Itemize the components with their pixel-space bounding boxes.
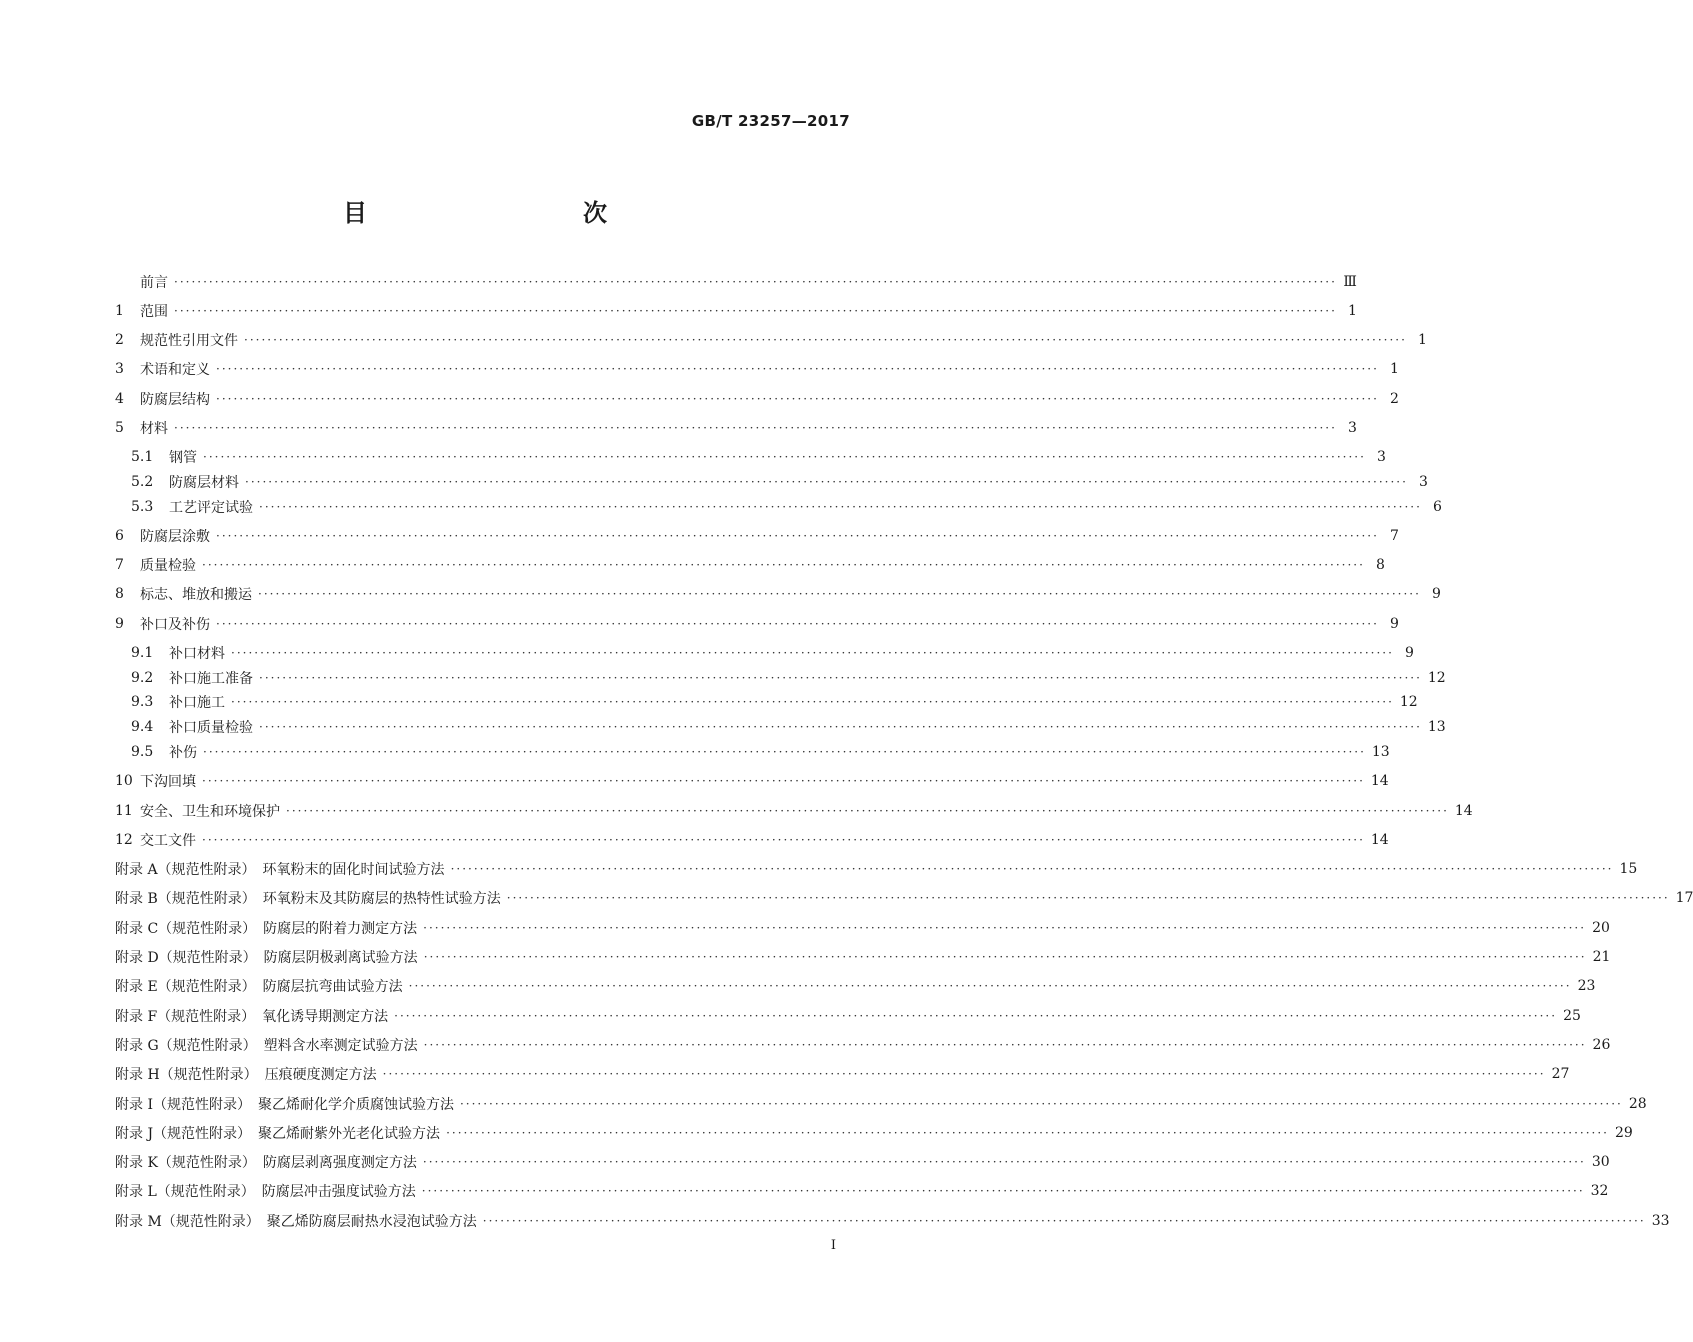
toc-entry[interactable] (115, 1093, 1647, 1115)
toc-entry[interactable] (115, 1151, 1610, 1173)
toc-entry-page: 7 (1389, 528, 1399, 544)
toc-entry-label: 附录 C（规范性附录） 防腐层的附着力测定方法 (115, 921, 418, 937)
toc-entry[interactable] (131, 691, 1418, 713)
toc-entry-number: 9.5 (131, 744, 154, 760)
toc-entry-page: 15 (1619, 861, 1638, 877)
toc-entry[interactable] (115, 1180, 1609, 1202)
page-number: I (830, 1238, 836, 1253)
dot-leader: ········································································································································································································ (423, 921, 1587, 935)
toc-entry-number: 1 (115, 303, 124, 319)
toc-entry[interactable] (131, 741, 1390, 763)
dot-leader: ········································································································································································································ (245, 475, 1408, 489)
dot-leader: ········································································································································································································ (408, 979, 1572, 993)
toc-entry-page: 14 (1370, 773, 1389, 789)
toc-entry[interactable] (115, 1005, 1581, 1027)
toc-entry-page: 17 (1675, 890, 1693, 906)
dot-leader: ········································································································································································································ (446, 1126, 1609, 1140)
toc-entry-label: 补伤 (169, 745, 197, 761)
toc-entry-page: 13 (1427, 719, 1446, 735)
dot-leader: ········································································································································································································ (174, 421, 1337, 435)
dot-leader: ········································································································································································································ (423, 1038, 1587, 1052)
toc-entry[interactable] (131, 446, 1386, 468)
toc-entry-label: 补口材料 (169, 646, 225, 662)
toc-entry[interactable] (115, 770, 1389, 792)
toc-entry[interactable] (115, 417, 1357, 439)
toc-entry[interactable] (131, 642, 1414, 664)
toc-entry[interactable] (115, 1210, 1670, 1232)
toc-entry[interactable] (115, 300, 1357, 322)
toc-entry-page: 23 (1577, 978, 1596, 994)
toc-entry-page: 21 (1592, 949, 1611, 965)
toc-entry[interactable] (115, 917, 1610, 939)
toc-entry-label: 补口及补伤 (140, 617, 210, 633)
toc-entry-page: 8 (1375, 557, 1385, 573)
toc-entry-label: 附录 F（规范性附录） 氧化诱导期测定方法 (115, 1009, 389, 1025)
toc-entry-label: 附录 A（规范性附录） 环氧粉末的固化时间试验方法 (115, 862, 445, 878)
toc-entry[interactable] (115, 388, 1399, 410)
toc-entry[interactable] (115, 887, 1693, 909)
dot-leader: ········································································································································································································ (423, 950, 1587, 964)
toc-entry-label: 材料 (140, 421, 168, 437)
dot-leader: ········································································································································································································ (231, 646, 1394, 660)
toc-entry-page: 14 (1454, 803, 1473, 819)
standard-code: GB/T 23257—2017 (691, 112, 850, 130)
dot-leader: ········································································································································································································ (259, 720, 1422, 734)
toc-entry-label: 交工文件 (140, 833, 196, 849)
toc-entry-number: 10 (115, 773, 133, 789)
toc-entry-page: 30 (1591, 1154, 1610, 1170)
toc-entry[interactable] (115, 1122, 1633, 1144)
dot-leader: ········································································································································································································ (174, 275, 1337, 289)
toc-entry-number: 9.2 (131, 670, 154, 686)
toc-entry-label: 前言 (140, 275, 168, 291)
toc-entry-label: 术语和定义 (140, 362, 210, 378)
dot-leader: ········································································································································································································ (394, 1009, 1558, 1023)
toc-entry-label: 下沟回填 (140, 774, 196, 790)
toc-entry[interactable] (131, 716, 1446, 738)
toc-entry-label: 附录 M（规范性附录） 聚乙烯防腐层耐热水浸泡试验方法 (115, 1214, 477, 1230)
toc-entry-label: 附录 B（规范性附录） 环氧粉末及其防腐层的热特性试验方法 (115, 891, 501, 907)
toc-entry[interactable] (115, 858, 1638, 880)
toc-entry-page: 32 (1590, 1183, 1609, 1199)
toc-entry-number: 8 (115, 586, 124, 602)
toc-entry-page: 3 (1347, 420, 1357, 436)
dot-leader: ········································································································································································································ (216, 362, 1379, 376)
toc-entry-number: 9.1 (131, 645, 154, 661)
toc-entry[interactable] (115, 1063, 1570, 1085)
toc-entry-label: 补口施工 (169, 695, 225, 711)
dot-leader: ········································································································································································································ (506, 891, 1670, 905)
toc-entry-number: 11 (115, 803, 133, 819)
toc-entry-page: 3 (1418, 474, 1428, 490)
toc-entry-page: 9 (1431, 586, 1441, 602)
toc-entry-page: 26 (1592, 1037, 1611, 1053)
toc-entry[interactable] (131, 667, 1446, 689)
toc-entry-page: 12 (1399, 694, 1418, 710)
dot-leader: ········································································································································································································ (450, 862, 1614, 876)
toc-entry-number: 5.3 (131, 499, 154, 515)
toc-entry-label: 防腐层结构 (140, 392, 210, 408)
toc-entry-page: 27 (1551, 1066, 1570, 1082)
toc-entry-label: 防腐层涂敷 (140, 529, 210, 545)
toc-entry-label: 附录 G（规范性附录） 塑料含水率测定试验方法 (115, 1038, 418, 1054)
toc-entry-label: 附录 I（规范性附录） 聚乙烯耐化学介质腐蚀试验方法 (115, 1097, 454, 1113)
toc-entry-page: 2 (1389, 391, 1399, 407)
toc-entry-page: 33 (1651, 1213, 1670, 1229)
toc-entry[interactable] (131, 496, 1442, 518)
toc-entry[interactable] (115, 554, 1385, 576)
toc-entry-label: 钢管 (169, 450, 197, 466)
toc-entry-number: 5 (115, 420, 124, 436)
toc-entry[interactable] (131, 471, 1428, 493)
toc-entry[interactable] (115, 525, 1399, 547)
toc-entry-page: 1 (1389, 361, 1399, 377)
toc-entry-page: 6 (1432, 499, 1442, 515)
toc-entry-number: 2 (115, 332, 124, 348)
toc-entry-number: 3 (115, 361, 124, 377)
dot-leader: ········································································································································································································ (174, 304, 1337, 318)
toc-entry[interactable] (115, 613, 1399, 635)
toc-entry-page: 9 (1404, 645, 1414, 661)
dot-leader: ········································································································································································································ (216, 617, 1379, 631)
toc-entry-label: 防腐层材料 (169, 475, 239, 491)
toc-entry[interactable] (115, 271, 1357, 293)
toc-entry-number: 9.3 (131, 694, 154, 710)
toc-entry-page: Ⅲ (1343, 274, 1357, 290)
toc-entry-number: 12 (115, 832, 133, 848)
dot-leader: ········································································································································································································ (482, 1214, 1646, 1228)
toc-entry-number: 6 (115, 528, 124, 544)
toc-entry-page: 9 (1389, 616, 1399, 632)
toc-entry-label: 附录 D（规范性附录） 防腐层阴极剥离试验方法 (115, 950, 418, 966)
toc-entry[interactable] (115, 946, 1611, 968)
dot-leader: ········································································································································································································ (203, 745, 1366, 759)
toc-entry-label: 附录 H（规范性附录） 压痕硬度测定方法 (115, 1067, 377, 1083)
dot-leader: ········································································································································································································ (244, 333, 1407, 347)
dot-leader: ········································································································································································································ (286, 804, 1449, 818)
page-title: 目 次 (343, 199, 663, 227)
toc-entry-label: 范围 (140, 304, 168, 320)
toc-entry[interactable] (115, 800, 1473, 822)
toc-entry[interactable] (115, 1034, 1611, 1056)
toc-entry[interactable] (115, 358, 1399, 380)
toc-entry-page: 1 (1417, 332, 1427, 348)
toc-entry-label: 附录 E（规范性附录） 防腐层抗弯曲试验方法 (115, 979, 403, 995)
dot-leader: ········································································································································································································ (203, 450, 1366, 464)
toc-entry-label: 安全、卫生和环境保护 (140, 804, 280, 820)
toc-entry-number: 5.1 (131, 449, 154, 465)
toc-entry-number: 7 (115, 557, 124, 573)
dot-leader: ········································································································································································································ (258, 587, 1421, 601)
toc-entry-label: 附录 L（规范性附录） 防腐层冲击强度试验方法 (115, 1184, 416, 1200)
toc-entry-number: 9.4 (131, 719, 154, 735)
toc-entry-number: 4 (115, 391, 124, 407)
toc-entry[interactable] (115, 329, 1427, 351)
toc-entry[interactable] (115, 975, 1596, 997)
dot-leader: ········································································································································································································ (421, 1184, 1585, 1198)
toc-entry-label: 附录 J（规范性附录） 聚乙烯耐紫外光老化试验方法 (115, 1126, 441, 1142)
dot-leader: ········································································································································································································ (202, 833, 1365, 847)
toc-entry-label: 规范性引用文件 (140, 333, 238, 349)
toc-entry-number: 5.2 (131, 474, 154, 490)
dot-leader: ········································································································································································································ (259, 671, 1422, 685)
toc-entry-label: 标志、堆放和搬运 (140, 587, 252, 603)
dot-leader: ········································································································································································································ (231, 695, 1394, 709)
toc-entry-page: 29 (1614, 1125, 1633, 1141)
toc-entry-page: 12 (1427, 670, 1446, 686)
toc-entry-label: 质量检验 (140, 558, 196, 574)
toc-entry-page: 20 (1592, 920, 1610, 936)
dot-leader: ········································································································································································································ (202, 774, 1365, 788)
toc-entry-page: 25 (1563, 1008, 1581, 1024)
toc-entry-label: 工艺评定试验 (169, 500, 253, 516)
toc-entry-page: 28 (1628, 1096, 1647, 1112)
toc-entry-page: 3 (1376, 449, 1386, 465)
toc-entry-label: 附录 K（规范性附录） 防腐层剥离强度测定方法 (115, 1155, 417, 1171)
toc-entry-page: 13 (1371, 744, 1390, 760)
toc-entry-page: 1 (1347, 303, 1357, 319)
dot-leader: ········································································································································································································ (216, 529, 1379, 543)
dot-leader: ········································································································································································································ (216, 392, 1379, 406)
toc-entry[interactable] (115, 829, 1389, 851)
toc-entry-label: 补口施工准备 (169, 671, 253, 687)
toc-entry[interactable] (115, 583, 1441, 605)
dot-leader: ········································································································································································································ (259, 500, 1422, 514)
toc-entry-page: 14 (1370, 832, 1389, 848)
dot-leader: ········································································································································································································ (382, 1067, 1546, 1081)
dot-leader: ········································································································································································································ (422, 1155, 1586, 1169)
toc-entry-number: 9 (115, 616, 124, 632)
toc-entry-label: 补口质量检验 (169, 720, 253, 736)
dot-leader: ········································································································································································································ (202, 558, 1365, 572)
dot-leader: ········································································································································································································ (459, 1097, 1623, 1111)
